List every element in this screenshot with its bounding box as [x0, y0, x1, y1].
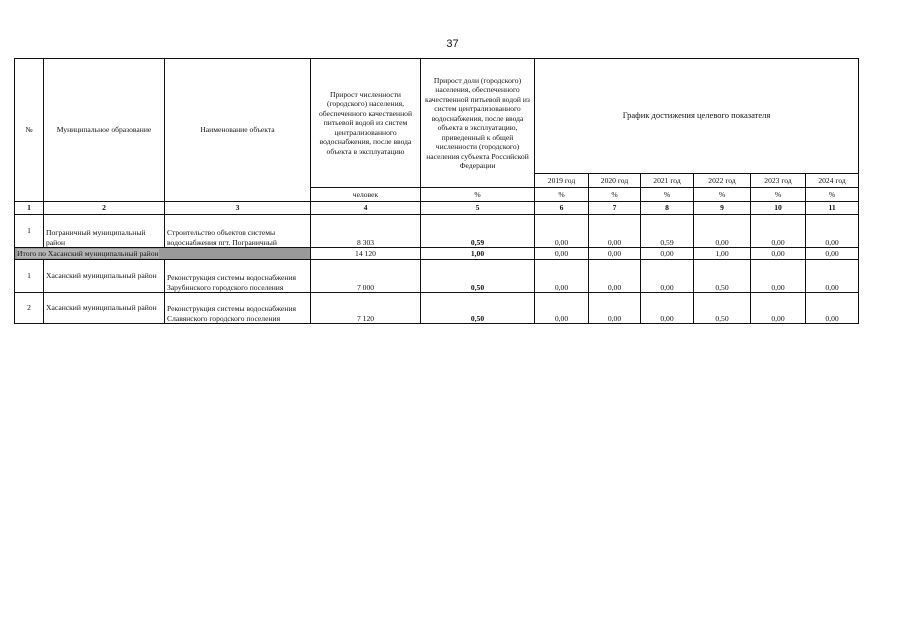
total-label	[15, 248, 311, 260]
total-year-value: 0,00	[589, 248, 641, 260]
row-municipality: Хасанский муниципальный район	[44, 293, 165, 324]
header-year: 2022 год	[694, 174, 751, 188]
unit-pct: %	[421, 188, 535, 202]
row-num: 1	[15, 215, 44, 248]
row-year-value: 0,00	[641, 260, 694, 293]
target-indicator-table	[14, 58, 859, 324]
row-year-value: 0,00	[751, 293, 806, 324]
col-number: 4	[311, 202, 421, 215]
header-num: №	[15, 59, 44, 202]
total-share: 1,00	[421, 248, 535, 260]
col-number: 1	[15, 202, 44, 215]
row-year-value: 0,00	[806, 215, 859, 248]
row-object: Строительство объектов системы водоснабжения пгт. Пограничный	[165, 215, 311, 248]
col-number: 3	[165, 202, 311, 215]
row-share: 0,50	[421, 260, 535, 293]
col-number: 10	[751, 202, 806, 215]
row-object: Реконструкция системы водоснабжения Славянского городского поселения	[165, 293, 311, 324]
table-row	[15, 260, 859, 293]
row-num: 2	[15, 293, 44, 324]
row-year-value: 0,59	[641, 215, 694, 248]
total-label-text: Итого по Хасанский муниципальный район	[17, 248, 159, 258]
unit-pct: %	[694, 188, 751, 202]
col-number: 8	[641, 202, 694, 215]
col-number: 11	[806, 202, 859, 215]
row-year-value: 0,00	[589, 260, 641, 293]
header-year: 2024 год	[806, 174, 859, 188]
row-people: 8 303	[311, 215, 421, 248]
row-municipality: Пограничный муниципальный район	[44, 215, 165, 248]
row-year-value: 0,00	[535, 215, 589, 248]
row-people: 7 000	[311, 260, 421, 293]
col-number: 7	[589, 202, 641, 215]
page-number: 37	[446, 38, 459, 50]
header-year: 2023 год	[751, 174, 806, 188]
header-municipality: Муниципальное образование	[44, 59, 165, 202]
col-number: 2	[44, 202, 165, 215]
total-row	[15, 248, 859, 260]
total-year-value: 1,00	[694, 248, 751, 260]
header-schedule: График достижения целевого показателя	[535, 59, 859, 174]
row-year-value: 0,00	[751, 215, 806, 248]
row-year-value: 0,50	[694, 260, 751, 293]
row-year-value: 0,00	[641, 293, 694, 324]
table-row	[15, 215, 859, 248]
row-year-value: 0,00	[589, 293, 641, 324]
row-year-value: 0,00	[806, 293, 859, 324]
row-year-value: 0,00	[806, 260, 859, 293]
header-object: Наименование объекта	[165, 59, 311, 202]
row-share: 0,59	[421, 215, 535, 248]
row-year-value: 0,00	[535, 260, 589, 293]
unit-pct: %	[535, 188, 589, 202]
total-year-value: 0,00	[641, 248, 694, 260]
row-object: Реконструкция системы водоснабжения Зарубинского городского поселения	[165, 260, 311, 293]
col-number: 9	[694, 202, 751, 215]
row-people: 7 120	[311, 293, 421, 324]
total-year-value: 0,00	[535, 248, 589, 260]
row-num: 1	[15, 260, 44, 293]
unit-pct: %	[806, 188, 859, 202]
total-year-value: 0,00	[806, 248, 859, 260]
unit-pct: %	[589, 188, 641, 202]
row-municipality: Хасанский муниципальный район	[44, 260, 165, 293]
row-year-value: 0,00	[694, 215, 751, 248]
total-people: 14 120	[311, 248, 421, 260]
header-share-growth: Прирост доли (городского) населения, обеспеченного качественной питьевой водой из систем централизованного водоснабжения, после ввода объекта в эксплуатацию, приведенный к общей численности (городского) населения субъекта Российской Федерации	[421, 59, 535, 188]
row-year-value: 0,00	[589, 215, 641, 248]
row-year-value: 0,00	[751, 260, 806, 293]
header-pop-growth: Прирост численности (городского) населения, обеспеченного качественной питьевой водой из систем централизованного водоснабжения, после ввода объекта в эксплуатацию	[311, 59, 421, 188]
header-year: 2019 год	[535, 174, 589, 188]
total-year-value: 0,00	[751, 248, 806, 260]
unit-pct: %	[751, 188, 806, 202]
col-number: 6	[535, 202, 589, 215]
row-year-value: 0,50	[694, 293, 751, 324]
header-year: 2021 год	[641, 174, 694, 188]
unit-people: человек	[311, 188, 421, 202]
row-share: 0,50	[421, 293, 535, 324]
unit-pct: %	[641, 188, 694, 202]
row-year-value: 0,00	[535, 293, 589, 324]
col-number: 5	[421, 202, 535, 215]
header-year: 2020 год	[589, 174, 641, 188]
table-row	[15, 293, 859, 324]
